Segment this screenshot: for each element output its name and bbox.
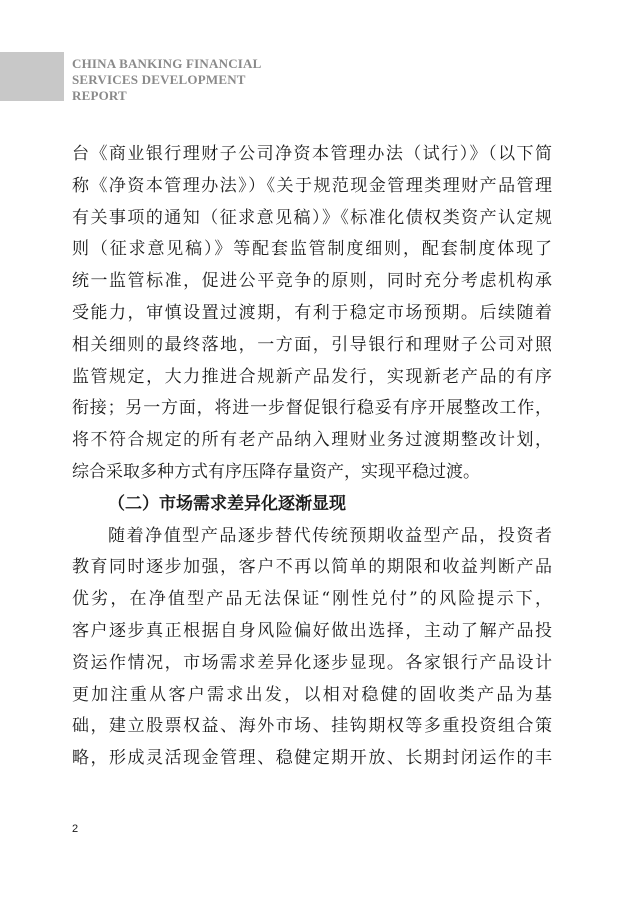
header-title-line-2: SERVICES DEVELOPMENT [72, 72, 246, 87]
text-line: 客户逐步真正根据自身风险偏好做出选择，主动了解产品投 [72, 620, 552, 641]
text-line: 优劣，在净值型产品无法保证“刚性兑付”的风险提示下， [72, 589, 552, 610]
body-text [72, 139, 552, 775]
text-line: 更加注重从客户需求出发，以相对稳健的固收类产品为基 [72, 684, 552, 705]
text-line: 监管规定，大力推进合规新产品发行，实现新老产品的有序 [72, 366, 552, 387]
text-line: 受能力，审慎设置过渡期，有利于稳定市场预期。后续随着 [72, 302, 552, 323]
text-line: 将不符合规定的所有老产品纳入理财业务过渡期整改计划， [72, 430, 552, 451]
text-line: 衔接；另一方面，将进一步督促银行稳妥有序开展整改工作， [72, 398, 552, 419]
text-line: 综合采取多种方式有序压降存量资产，实现平稳过渡。 [72, 461, 480, 482]
page-number: 2 [72, 823, 79, 835]
text-line: 资运作情况，市场需求差异化逐步显现。各家银行产品设计 [72, 652, 552, 673]
section-heading: （二）市场需求差异化逐渐显现 [108, 493, 346, 514]
running-header-title [72, 56, 262, 104]
header-title-line-1: CHINA BANKING FINANCIAL [72, 56, 262, 71]
text-line: 相关细则的最终落地，一方面，引导银行和理财子公司对照 [72, 334, 552, 355]
text-line: 教育同时逐步加强，客户不再以简单的期限和收益判断产品 [72, 557, 552, 578]
text-line: 础，建立股票权益、海外市场、挂钩期权等多重投资组合策 [72, 716, 552, 737]
text-line: 有关事项的通知（征求意见稿）》《标准化债权类资产认定规 [72, 207, 552, 228]
header-title-line-3: REPORT [72, 88, 127, 103]
text-line: 台《商业银行理财子公司净资本管理办法（试行）》（以下简 [72, 144, 552, 164]
text-line: 则（征求意见稿）》等配套监管制度细则，配套制度体现了 [72, 239, 552, 260]
header-gray-block [0, 52, 64, 101]
text-line: 略，形成灵活现金管理、稳健定期开放、长期封闭运作的丰 [72, 748, 552, 769]
text-line: 称《净资本管理办法》）《关于规范现金管理类理财产品管理 [72, 175, 552, 196]
text-line: 随着净值型产品逐步替代传统预期收益型产品，投资者 [108, 525, 552, 546]
text-line: 统一监管标准，促进公平竞争的原则，同时充分考虑机构承 [72, 271, 552, 292]
